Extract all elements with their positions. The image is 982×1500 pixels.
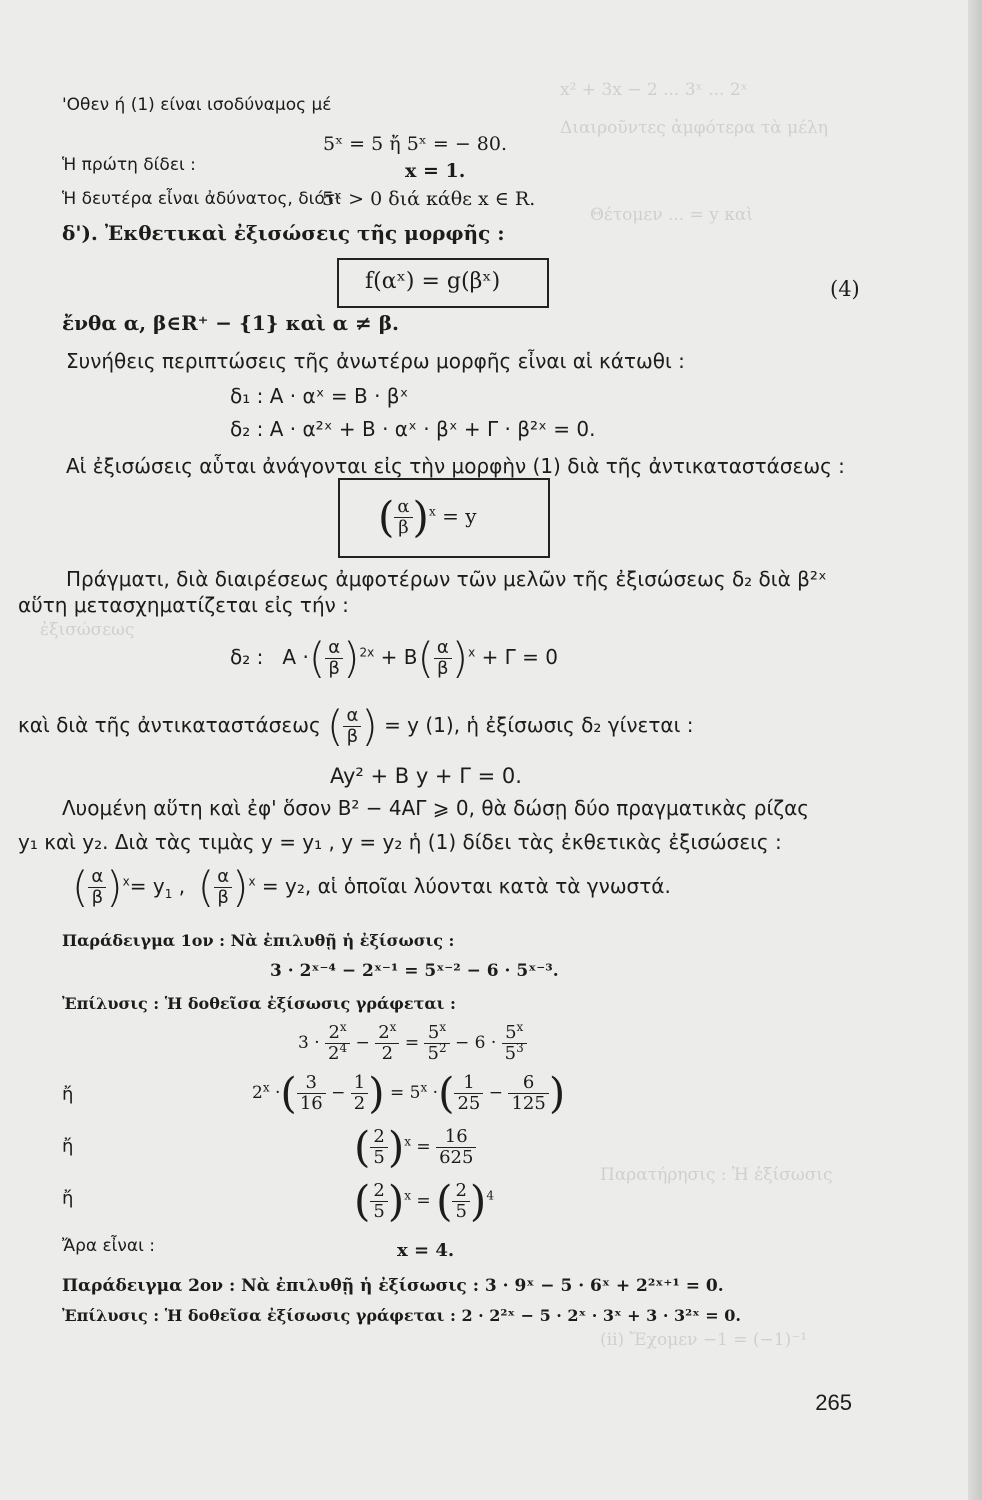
- bleed-through: x² + 3x − 2 ... 3ˣ ... 2ˣ: [560, 80, 748, 100]
- boxed-equation-text: f(αˣ) = g(βˣ): [365, 269, 501, 294]
- page-edge: [968, 0, 982, 1500]
- section-heading: δ'). Ἐκθετικαὶ ἐξισώσεις τῆς μορφῆς :: [62, 221, 505, 245]
- equation: x = 1.: [405, 160, 466, 182]
- page-number: 265: [815, 1390, 852, 1415]
- d2-label: δ₂ :: [230, 645, 264, 669]
- bleed-through: Διαιροῦντες ἀμφότερα τὰ μέλη: [560, 118, 828, 138]
- bleed-through: Παρατήρησις : Ἡ ἐξίσωσις: [600, 1165, 833, 1185]
- equation-d2-transformed: δ₂ : A ·( $\frac{\alpha}{\beta}$ )$^{2x}$ + B( $\frac{\alpha}{\beta}$ )$^x$ + Γ = 0: [230, 633, 559, 683]
- equation-y1-y2: ( $\frac{\alpha}{\beta}$ )$^x= y_1$ , ( $\frac{\alpha}{\beta}$ )$^x$ = y₂, αἱ ὁποῖαι λύονται κατὰ τὰ γνωστά.: [72, 862, 671, 912]
- text-line: Λυομένη αὕτη καὶ ἐφ' ὅσον B² − 4AΓ ⩾ 0, θὰ δώσῃ δύο πραγματικὰς ρίζας: [62, 796, 810, 820]
- text-line: Πράγματι, διὰ διαιρέσεως ἀμφοτέρων τῶν μελῶν τῆς ἐξισώσεως δ₂ διὰ β²ˣ: [66, 567, 827, 591]
- boxed-substitution-expr: ( $\frac{\alpha}{\beta}$ )$^x$ = y: [378, 492, 477, 542]
- step-4: ( $\frac{2}{5}$ )$^x$ = ( $\frac{2}{5}$ )$^4$: [354, 1176, 494, 1226]
- equation: δ₁ : A · αˣ = B · βˣ: [230, 384, 409, 408]
- text-line: Αἱ ἐξισώσεις αὗται ἀνάγονται εἰς τὴν μορφὴν (1) διὰ τῆς ἀντικαταστάσεως :: [66, 454, 845, 478]
- step-2: $2^x$ ·( $\frac{3}{16}$ − $\frac{1}{2}$ ) = $5^x$ ·( $\frac{1}{25}$ − $\frac{6}{125}$ ): [252, 1068, 566, 1118]
- text-line: Ἡ πρώτη δίδει :: [62, 155, 196, 175]
- or-label: ἤ: [62, 1188, 74, 1209]
- or-label: ἤ: [62, 1136, 74, 1157]
- equation: δ₂ : A · α²ˣ + B · αˣ · βˣ + Γ · β²ˣ = 0.: [230, 417, 596, 441]
- bleed-through: (ii) Ἔχομεν −1 = (−1)⁻¹: [600, 1330, 808, 1350]
- text-line-substitution: καὶ διὰ τῆς ἀντικαταστάσεως ( $\frac{\alpha}{\beta}$ ) = y (1), ἡ ἐξίσωσις δ₂ γίνεται :: [18, 701, 694, 751]
- text-line: ἔνθα α, β∈R⁺ − {1} καὶ α ≠ β.: [62, 311, 399, 335]
- substitution-text: καὶ διὰ τῆς ἀντικαταστάσεως: [18, 713, 321, 737]
- bleed-through: ἐξισώσεως: [40, 620, 135, 640]
- equation: 3 · 2ˣ⁻⁴ − 2ˣ⁻¹ = 5ˣ⁻² − 6 · 5ˣ⁻³.: [270, 961, 559, 981]
- y2-text: = y₂, αἱ ὁποῖαι λύονται κατὰ τὰ γνωστά.: [261, 874, 671, 898]
- text-line: 'Οθεν ή (1) είναι ισοδύναμος μέ: [62, 95, 332, 115]
- equation-number: (4): [830, 277, 860, 301]
- step-1: 3 · $\frac{2^x}{2^4}$ − $\frac{2^x}{2}$ = $\frac{5^x}{5^2}$ − 6 · $\frac{5^x}{5^3}$: [298, 1020, 527, 1066]
- equation: 5ˣ = 5 ἤ 5ˣ = − 80.: [323, 133, 508, 155]
- or-label: ἤ: [62, 1084, 74, 1105]
- bleed-through: Θέτομεν ... = y καὶ: [590, 205, 754, 225]
- equation: Ay² + B y + Γ = 0.: [330, 764, 522, 788]
- boxed-substitution-rhs: = y: [442, 504, 477, 528]
- solution-line: Ἐπίλυσις : Ἡ δοθεῖσα ἐξίσωσις γράφεται : 2 · 2²ˣ − 5 · 2ˣ · 3ˣ + 3 · 3²ˣ = 0.: [62, 1306, 741, 1325]
- solution-label: Ἐπίλυσις : Ἡ δοθεῖσα ἐξίσωσις γράφεται :: [62, 994, 456, 1013]
- text-line: Ἡ δευτέρα εἶναι ἀδύνατος, διότι: [62, 189, 341, 209]
- example-heading: Παράδειγμα 1ον : Νὰ ἐπιλυθῇ ἡ ἐξίσωσις :: [62, 931, 455, 950]
- text-line: y₁ καὶ y₂. Διὰ τὰς τιμὰς y = y₁ , y = y₂ ἡ (1) δίδει τὰς ἐκθετικὰς ἐξισώσεις :: [18, 830, 782, 854]
- example-heading: Παράδειγμα 2ον : Νὰ ἐπιλυθῇ ἡ ἐξίσωσις : 3 · 9ˣ − 5 · 6ˣ + 2²ˣ⁺¹ = 0.: [62, 1276, 724, 1296]
- d2-rhs: + Γ = 0: [481, 645, 559, 669]
- text-line: Συνήθεις περιπτώσεις τῆς ἀνωτέρω μορφῆς εἶναι αἱ κάτωθι :: [66, 349, 685, 373]
- equation: 5ˣ > 0 διά κάθε x ∈ R.: [322, 188, 536, 210]
- substitution-rest: = y (1), ἡ ἐξίσωσις δ₂ γίνεται :: [384, 713, 694, 737]
- step-3: ( $\frac{2}{5}$ )$^x$ = $\frac{16}{625}$: [354, 1124, 476, 1170]
- text-line: αὕτη μετασχηματίζεται εἰς τήν :: [18, 593, 349, 617]
- equation: x = 4.: [397, 1240, 455, 1261]
- text-line: Ἄρα εἶναι :: [62, 1236, 156, 1256]
